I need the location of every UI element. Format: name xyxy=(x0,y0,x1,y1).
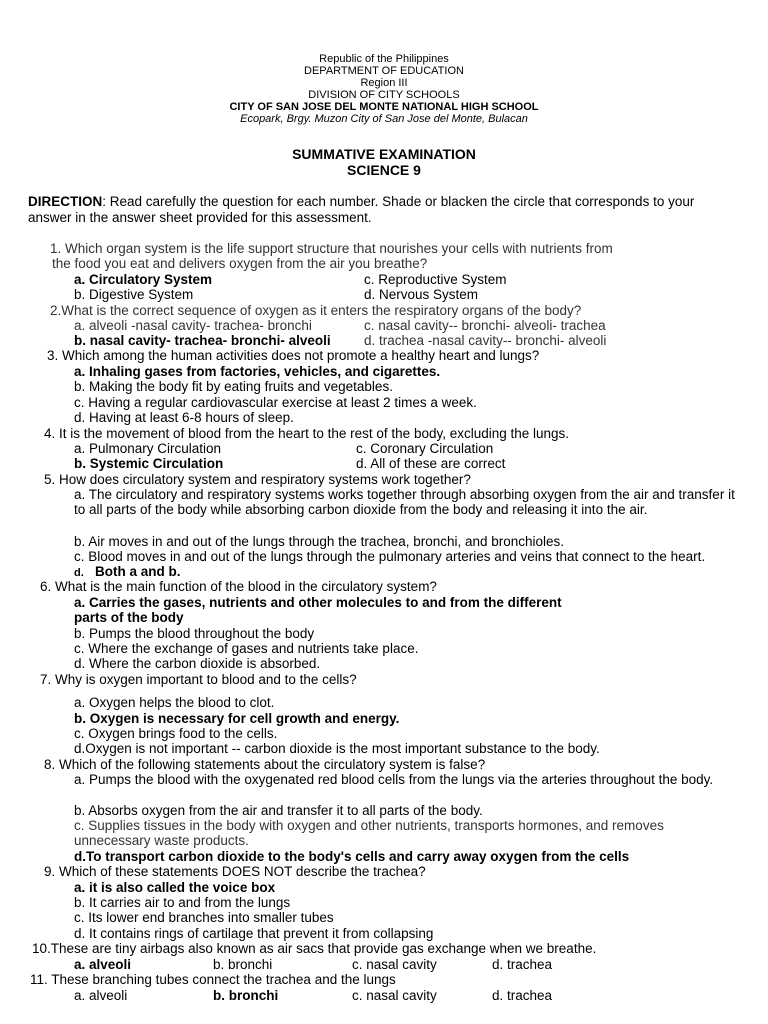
q2-option-d: d. trachea -nasal cavity-- bronchi- alveoli xyxy=(364,333,607,348)
header-division: DIVISION OF CITY SCHOOLS xyxy=(308,89,460,101)
q9-option-b: b. It carries air to and from the lungs xyxy=(74,895,291,910)
q9-option-d: d. It contains rings of cartilage that prevent it from collapsing xyxy=(74,926,434,941)
q8-option-c: c. Supplies tissues in the body with oxygen and other nutrients, transports hormones, and removes unnecessary waste products. xyxy=(74,818,664,848)
exam-subject: SCIENCE 9 xyxy=(347,162,421,178)
direction-text: : Read carefully the question for each number. Shade or blacken the circle that corresponds to your answer in the answer sheet provided for this assessment. xyxy=(28,194,695,225)
exam-title: SUMMATIVE EXAMINATION xyxy=(292,146,476,162)
q5-option-d-letter: d. xyxy=(74,567,84,579)
header-school-name: CITY OF SAN JOSE DEL MONTE NATIONAL HIGH SCHOOL xyxy=(229,101,539,113)
q7-stem: 7. Why is oxygen important to blood and to the cells? xyxy=(40,672,357,687)
q2-stem: 2.What is the correct sequence of oxygen as it enters the respiratory organs of the body? xyxy=(50,303,582,318)
q10-option-b: b. bronchi xyxy=(213,957,273,972)
q2-option-c: c. nasal cavity-- bronchi- alveoli- trachea xyxy=(364,318,606,333)
q6-option-d: d. Where the carbon dioxide is absorbed. xyxy=(74,656,321,671)
q6-option-a-line1: a. Carries the gases, nutrients and other molecules to and from the different xyxy=(74,595,562,610)
q2-option-b: b. nasal cavity- trachea- bronchi- alveoli xyxy=(74,333,331,348)
q8-stem: 8. Which of the following statements about the circulatory system is false? xyxy=(44,757,486,772)
q5-option-c: c. Blood moves in and out of the lungs through the pulmonary arteries and veins that connect to the heart. xyxy=(74,549,706,564)
q9-stem: 9. Which of these statements DOES NOT describe the trachea? xyxy=(44,864,426,879)
q4-option-c: c. Coronary Circulation xyxy=(356,441,494,456)
q3-option-b: b. Making the body fit by eating fruits and vegetables. xyxy=(74,379,393,394)
q10-option-c: c. nasal cavity xyxy=(352,957,437,972)
q9-option-a: a. it is also called the voice box xyxy=(74,880,276,895)
q6-option-b: b. Pumps the blood throughout the body xyxy=(74,626,315,641)
q6-option-a-line2: parts of the body xyxy=(74,610,184,625)
q9-option-c: c. Its lower end branches into smaller tubes xyxy=(74,910,334,925)
q5-stem: 5. How does circulatory system and respiratory systems work together? xyxy=(44,472,471,487)
q10-option-a: a. alveoli xyxy=(74,957,132,972)
header-address: Ecopark, Brgy. Muzon City of San Jose del Monte, Bulacan xyxy=(240,113,528,125)
q1-option-c: c. Reproductive System xyxy=(364,272,507,287)
q11-option-c: c. nasal cavity xyxy=(352,988,437,1003)
q1-option-d: d. Nervous System xyxy=(364,287,479,302)
q4-stem: 4. It is the movement of blood from the heart to the rest of the body, excluding the lungs. xyxy=(44,426,570,441)
q5-option-b: b. Air moves in and out of the lungs through the trachea, bronchi, and bronchioles. xyxy=(74,534,565,549)
q2-option-a: a. alveoli -nasal cavity- trachea- bronchi xyxy=(74,318,312,333)
q6-option-c: c. Where the exchange of gases and nutrients take place. xyxy=(74,641,419,656)
q11-option-b: b. bronchi xyxy=(213,988,279,1003)
header-department: DEPARTMENT OF EDUCATION xyxy=(304,65,464,77)
q7-option-b: b. Oxygen is necessary for cell growth and energy. xyxy=(74,711,400,726)
header-region: Region III xyxy=(360,77,408,89)
q8-option-b: b. Absorbs oxygen from the air and transfer it to all parts of the body. xyxy=(74,803,483,818)
q4-option-b: b. Systemic Circulation xyxy=(74,456,224,471)
q3-option-d: d. Having at least 6-8 hours of sleep. xyxy=(74,410,294,425)
q1-option-b: b. Digestive System xyxy=(74,287,194,302)
q1-stem-line1: 1. Which organ system is the life support structure that nourishes your cells with nutrients from xyxy=(50,241,613,256)
q7-option-d: d.Oxygen is not important -- carbon dioxide is the most important substance to the body. xyxy=(74,741,600,756)
q6-stem: 6. What is the main function of the blood in the circulatory system? xyxy=(40,579,437,594)
q10-stem: 10.These are tiny airbags also known as air sacs that provide gas exchange when we breathe. xyxy=(32,941,597,956)
q5-option-d-text: Both a and b. xyxy=(95,564,181,579)
direction-label: DIRECTION xyxy=(28,194,103,209)
q3-option-a: a. Inhaling gases from factories, vehicles, and cigarettes. xyxy=(74,364,441,379)
q11-option-a: a. alveoli xyxy=(74,988,128,1003)
q1-stem-line2: the food you eat and delivers oxygen from the air you breathe? xyxy=(52,256,428,271)
q4-option-d: d. All of these are correct xyxy=(356,456,506,471)
q1-option-a: a. Circulatory System xyxy=(74,272,213,287)
q4-option-a: a. Pulmonary Circulation xyxy=(74,441,222,456)
q8-option-a: a. Pumps the blood with the oxygenated red blood cells from the lungs via the arteries throughout the body. xyxy=(74,772,714,787)
q5-option-a: a. The circulatory and respiratory systems works together through absorbing oxygen from the air and transfer it to all parts of the body while absorbing carbon dioxide from the body and releasing it into the air. xyxy=(74,487,735,517)
q11-stem: 11. These branching tubes connect the trachea and the lungs xyxy=(30,972,396,987)
header-republic: Republic of the Philippines xyxy=(319,53,449,65)
q3-option-c: c. Having a regular cardiovascular exercise at least 2 times a week. xyxy=(74,395,477,410)
q10-option-d: d. trachea xyxy=(492,957,553,972)
q7-option-c: c. Oxygen brings food to the cells. xyxy=(74,726,278,741)
q3-stem: 3. Which among the human activities does not promote a healthy heart and lungs? xyxy=(47,348,540,363)
school-header xyxy=(0,53,768,125)
direction-block xyxy=(28,194,740,225)
q7-option-a: a. Oxygen helps the blood to clot. xyxy=(74,695,275,710)
q8-option-d: d.To transport carbon dioxide to the body's cells and carry away oxygen from the cells xyxy=(74,849,630,864)
q11-option-d: d. trachea xyxy=(492,988,553,1003)
